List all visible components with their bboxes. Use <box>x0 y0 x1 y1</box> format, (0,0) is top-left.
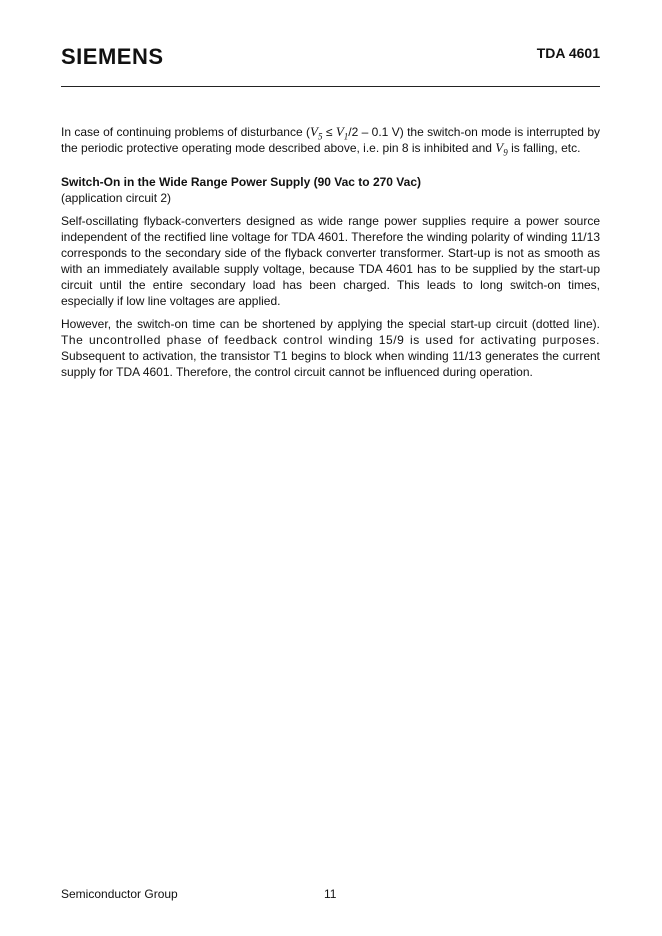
page-body <box>61 124 600 380</box>
siemens-logo: SIEMENS <box>61 44 164 69</box>
variable-v1: $V_1$ <box>335 124 349 142</box>
startup-circuit-paragraph: However, the switch-on time can be shortened by applying the special start-up circuit (dotted line). The uncontrolled phase of feedback control winding 15/9 is used for activating purposes. Subsequent to activation, the transistor T1 begins to block when winding 11/13 generates the current supply for TDA 4601. Therefore, the control circuit cannot be influenced during operation. <box>61 317 600 379</box>
variable-v9: $V_9$ <box>495 140 508 158</box>
document-id: TDA 4601 <box>536 45 600 61</box>
variable-v5: $V_5$ <box>310 124 323 142</box>
section-heading: Switch-On in the Wide Range Power Supply (90 Vac to 270 Vac) <box>61 175 421 189</box>
footer-company: Semiconductor Group <box>61 887 178 901</box>
section-subheading: (application circuit 2) <box>61 191 172 205</box>
disturbance-paragraph: In case of continuing problems of disturbance ($V_5 \le V_1/2 - 0.1$ V) the switch-on mode is interrupted by the periodic protective operating mode described above, i.e. pin 8 is inhibited and $V_9$ is falling, etc. <box>61 124 601 158</box>
page-number: 11 <box>324 887 337 901</box>
header-divider <box>61 86 600 87</box>
wide-range-paragraph: Self-oscillating flyback-converters designed as wide range power supplies require a power source independent of the rectified line voltage for TDA 4601. Therefore the winding polarity of winding 11/13 corresponds to the secondary side of the flyback converter transformer. Start-up is not as smooth as with an immediately available supply voltage, because TDA 4601 has to be supplied by the start-up circuit until the entire secondary load has been charged. This leads to long switch-on times, especially if low line voltages are applied. <box>61 214 600 308</box>
